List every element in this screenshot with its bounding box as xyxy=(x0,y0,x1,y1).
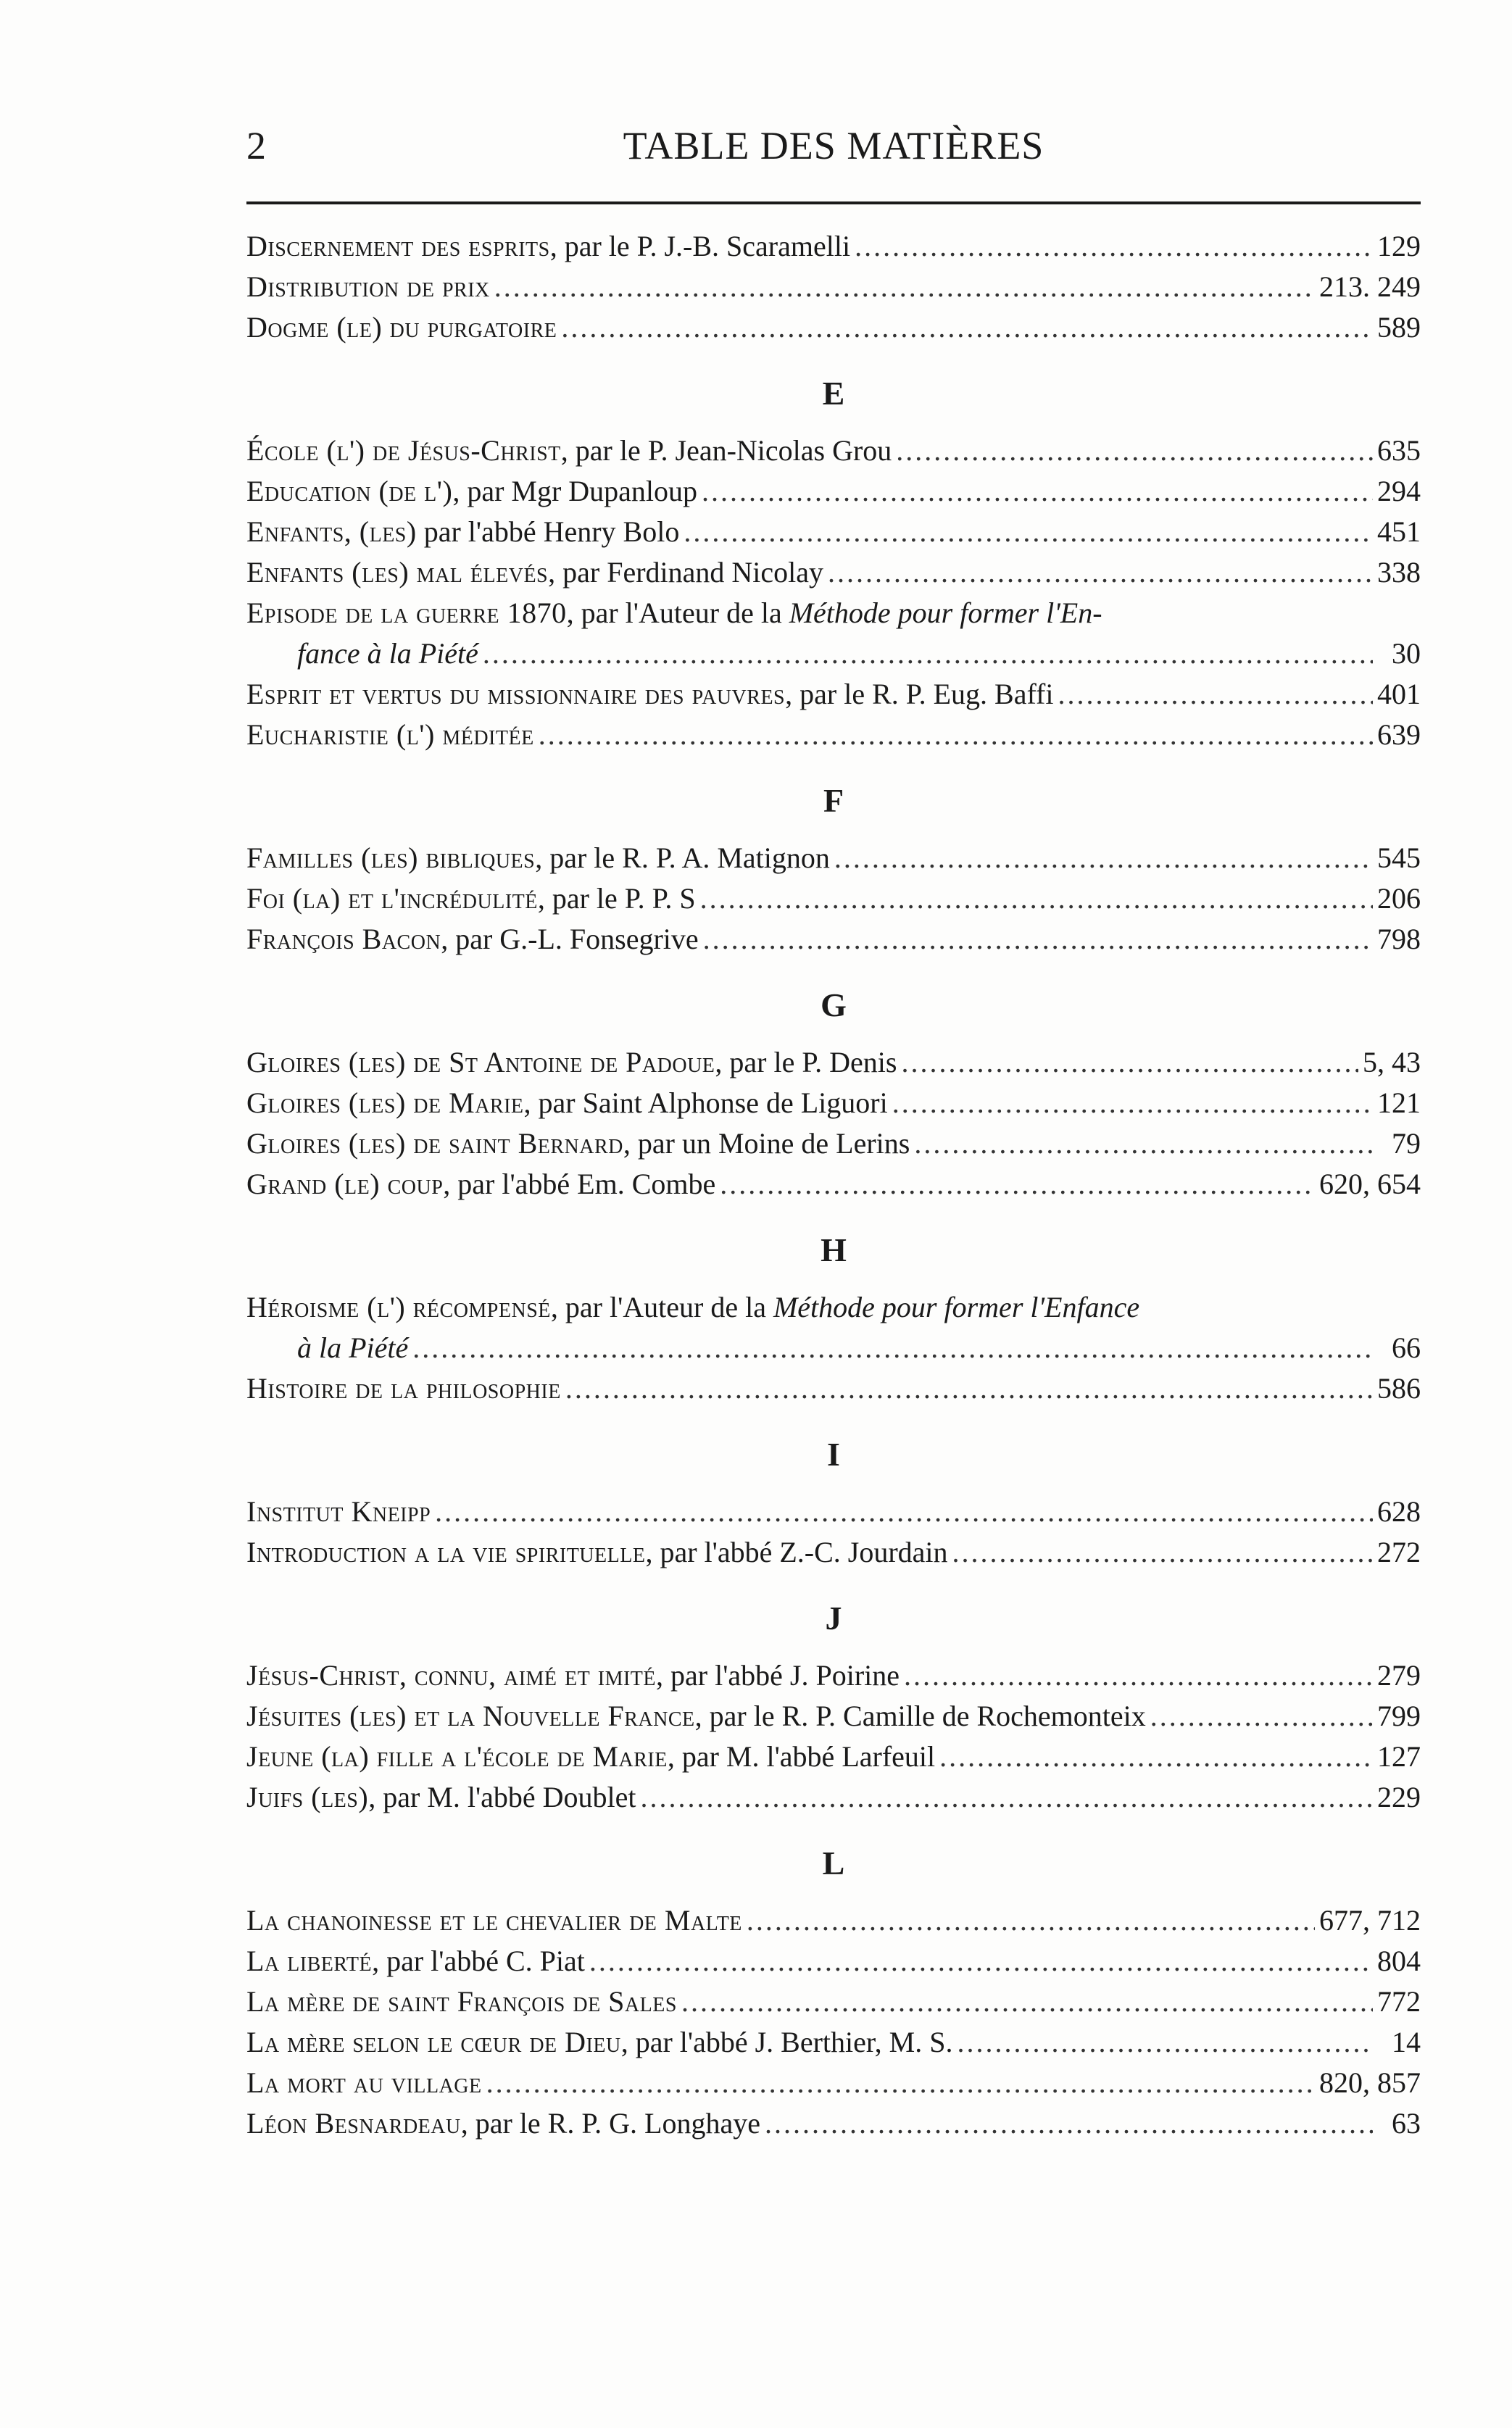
entry-author: , par le R. P. Eug. Baffi xyxy=(785,678,1054,710)
entry-pages: 451 xyxy=(1377,515,1421,548)
entry-pages: 129 xyxy=(1377,230,1421,262)
entry-pages: 66 xyxy=(1392,1331,1421,1364)
page xyxy=(246,123,1421,2144)
entry-author: , par M. l'abbé Doublet xyxy=(368,1781,636,1813)
leader-dots xyxy=(589,1941,1373,1982)
entry-title: Foi (la) et l'incrédulité xyxy=(246,882,538,915)
leader-dots xyxy=(681,1982,1373,2022)
entry-italic-continuation: fance à la Piété xyxy=(297,637,478,670)
entry-title: Episode de la guerre 1870 xyxy=(246,596,567,629)
entry-title: Introduction a la vie spirituelle xyxy=(246,1536,646,1568)
entry-pages: 121 xyxy=(1377,1086,1421,1119)
toc-entry-continuation xyxy=(246,633,1421,674)
entry-title: Familles (les) bibliques xyxy=(246,841,536,874)
toc-entry xyxy=(246,2022,1421,2063)
leader-dots xyxy=(892,1083,1373,1123)
leader-dots xyxy=(486,2063,1315,2103)
toc-section xyxy=(246,777,1421,960)
entry-title: Dogme (le) du purgatoire xyxy=(246,311,557,344)
toc-entry xyxy=(246,1287,1421,1328)
toc-entry xyxy=(246,1696,1421,1737)
leader-dots xyxy=(494,267,1315,307)
entry-author: , par l'abbé Z.-C. Jourdain xyxy=(645,1536,948,1568)
entry-italic-title: Méthode pour former l'En- xyxy=(789,596,1102,629)
entry-author: , par l'abbé J. Poirine xyxy=(656,1659,900,1692)
entry-title: Histoire de la philosophie xyxy=(246,1372,561,1405)
entry-pages: 628 xyxy=(1377,1495,1421,1528)
toc-entry xyxy=(246,512,1421,552)
leader-dots xyxy=(700,878,1373,919)
toc-entry xyxy=(246,2103,1421,2144)
entry-author: , par G.-L. Fonsegrive xyxy=(441,923,699,955)
leader-dots xyxy=(565,1368,1373,1409)
entry-title: Enfants (les) mal élevés xyxy=(246,556,549,589)
entry-pages: 229 xyxy=(1377,1781,1421,1813)
toc-entry xyxy=(246,878,1421,919)
toc-entry xyxy=(246,1042,1421,1083)
entry-title: La mort au village xyxy=(246,2066,482,2099)
entry-title: François Bacon xyxy=(246,923,441,955)
toc-entry xyxy=(246,593,1421,633)
leader-dots xyxy=(747,1900,1315,1941)
section-letter: E xyxy=(822,375,845,412)
entry-pages: 294 xyxy=(1377,475,1421,507)
entry-pages: 804 xyxy=(1377,1945,1421,1977)
leader-dots xyxy=(641,1777,1373,1818)
entry-title: Discernement des esprits xyxy=(246,230,550,262)
entry-pages: 799 xyxy=(1377,1700,1421,1732)
entry-author: , par M. l'abbé Larfeuil xyxy=(667,1740,936,1773)
entry-pages: 820, 857 xyxy=(1319,2066,1421,2099)
entry-pages: 772 xyxy=(1377,1985,1421,2018)
toc-entry xyxy=(246,2063,1421,2103)
leader-dots xyxy=(684,512,1373,552)
toc-entry xyxy=(246,552,1421,593)
toc-entry xyxy=(246,1492,1421,1532)
entry-pages: 338 xyxy=(1377,556,1421,589)
leader-dots xyxy=(957,2022,1373,2063)
toc-entry xyxy=(246,1941,1421,1982)
entry-pages: 620, 654 xyxy=(1319,1168,1421,1200)
entry-pages: 79 xyxy=(1392,1127,1421,1160)
entry-author: , par Mgr Dupanloup xyxy=(452,475,698,507)
entry-author: , par le R. P. Camille de Rochemonteix xyxy=(694,1700,1146,1732)
entry-pages: 30 xyxy=(1392,637,1421,670)
toc-entry xyxy=(246,1083,1421,1123)
entry-title: Grand (le) coup xyxy=(246,1168,444,1200)
toc-entry xyxy=(246,1164,1421,1205)
entry-pages: 5, 43 xyxy=(1363,1046,1421,1078)
entry-author: , par l'abbé Em. Combe xyxy=(443,1168,716,1200)
entry-title: Juifs (les) xyxy=(246,1781,369,1813)
section-letter: G xyxy=(821,986,847,1023)
toc-entry xyxy=(246,1532,1421,1573)
entry-title: Jeune (la) fille a l'école de Marie xyxy=(246,1740,668,1773)
toc-entry xyxy=(246,267,1421,307)
entry-pages: 798 xyxy=(1377,923,1421,955)
leader-dots xyxy=(702,471,1373,512)
entry-italic-continuation: à la Piété xyxy=(297,1331,409,1364)
entry-title: Jésus-Christ, connu, aimé et imité xyxy=(246,1659,656,1692)
section-letter: F xyxy=(823,782,844,819)
entry-title: Eucharistie (l') méditée xyxy=(246,718,534,751)
entry-pages: 63 xyxy=(1392,2107,1421,2140)
leader-dots xyxy=(939,1737,1373,1777)
entry-author: , par l'abbé C. Piat xyxy=(372,1945,585,1977)
entry-author: , par l'Auteur de la xyxy=(550,1291,773,1323)
toc-section xyxy=(246,981,1421,1205)
entry-italic-title: Méthode pour former l'Enfance xyxy=(773,1291,1140,1323)
entry-pages: 639 xyxy=(1377,718,1421,751)
leader-dots xyxy=(914,1123,1373,1164)
entry-pages: 127 xyxy=(1377,1740,1421,1773)
toc-entry xyxy=(246,1737,1421,1777)
header-rule xyxy=(246,201,1421,204)
leader-dots xyxy=(1150,1696,1373,1737)
entry-title: Education (de l') xyxy=(246,475,453,507)
leader-dots xyxy=(1058,674,1373,715)
entry-pages: 272 xyxy=(1377,1536,1421,1568)
leader-dots xyxy=(435,1492,1373,1532)
toc-entry xyxy=(246,1777,1421,1818)
entry-pages: 545 xyxy=(1377,841,1421,874)
toc-section xyxy=(246,370,1421,755)
toc-entry-continuation xyxy=(246,1328,1421,1368)
entry-title: Gloires (les) de saint Bernard xyxy=(246,1127,623,1160)
entry-author: , par le P. P. S xyxy=(537,882,696,915)
entry-author: par l'abbé Henry Bolo xyxy=(416,515,680,548)
entry-title: La chanoinesse et le chevalier de Malte xyxy=(246,1904,742,1937)
entry-author: , par Ferdinand Nicolay xyxy=(548,556,824,589)
entry-author: , par l'Auteur de la xyxy=(566,596,789,629)
toc-entry xyxy=(246,1655,1421,1696)
toc-entry xyxy=(246,1982,1421,2022)
toc-entry xyxy=(246,1123,1421,1164)
toc-entry xyxy=(246,1368,1421,1409)
entry-title: La mère selon le cœur de Dieu xyxy=(246,2026,621,2058)
entry-title: La liberté xyxy=(246,1945,373,1977)
page-title: TABLE DES MATIÈRES xyxy=(623,124,1044,167)
leader-dots xyxy=(483,633,1373,674)
toc-section xyxy=(246,1226,1421,1409)
entry-pages: 677, 712 xyxy=(1319,1904,1421,1937)
table-of-contents xyxy=(246,226,1421,2144)
entry-title: Gloires (les) de Marie xyxy=(246,1086,524,1119)
entry-title: Jésuites (les) et la Nouvelle France xyxy=(246,1700,695,1732)
entry-pages: 635 xyxy=(1377,434,1421,467)
toc-entry xyxy=(246,715,1421,755)
toc-section xyxy=(246,1431,1421,1573)
entry-pages: 589 xyxy=(1377,311,1421,344)
leader-dots xyxy=(896,431,1373,471)
entry-author: , par Saint Alphonse de Liguori xyxy=(523,1086,888,1119)
section-letter: L xyxy=(822,1845,845,1882)
entry-title: École (l') de Jésus-Christ xyxy=(246,434,561,467)
toc-section xyxy=(246,1839,1421,2144)
leader-dots xyxy=(412,1328,1373,1368)
toc-section xyxy=(246,226,1421,348)
leader-dots xyxy=(834,838,1373,878)
entry-pages: 14 xyxy=(1392,2026,1421,2058)
leader-dots xyxy=(539,715,1373,755)
entry-author: , par un Moine de Lerins xyxy=(623,1127,910,1160)
toc-entry xyxy=(246,307,1421,348)
toc-entry xyxy=(246,838,1421,878)
leader-dots xyxy=(952,1532,1373,1573)
page-header xyxy=(246,123,1421,181)
toc-entry xyxy=(246,226,1421,267)
entry-title: Héroisme (l') récompensé xyxy=(246,1291,551,1323)
section-letter: J xyxy=(825,1600,842,1637)
entry-title: Distribution de prix xyxy=(246,270,490,303)
toc-entry xyxy=(246,431,1421,471)
section-letter: I xyxy=(827,1436,840,1473)
entry-pages: 586 xyxy=(1377,1372,1421,1405)
toc-section xyxy=(246,1595,1421,1818)
entry-author: , par le R. P. G. Longhaye xyxy=(460,2107,760,2140)
entry-title: Gloires (les) de St Antoine de Padoue xyxy=(246,1046,715,1078)
entry-title: Esprit et vertus du missionnaire des pauvres xyxy=(246,678,786,710)
entry-title: Institut Kneipp xyxy=(246,1495,431,1528)
entry-author: , par l'abbé J. Berthier, M. S. xyxy=(620,2026,953,2058)
toc-entry xyxy=(246,919,1421,960)
entry-author: , par le P. Jean-Nicolas Grou xyxy=(560,434,892,467)
entry-author: , par le P. J.-B. Scaramelli xyxy=(549,230,851,262)
entry-author: , par le R. P. A. Matignon xyxy=(535,841,830,874)
leader-dots xyxy=(901,1042,1358,1083)
leader-dots xyxy=(828,552,1373,593)
leader-dots xyxy=(720,1164,1315,1205)
entry-pages: 213. 249 xyxy=(1319,270,1421,303)
entry-title: Léon Besnardeau xyxy=(246,2107,461,2140)
leader-dots xyxy=(765,2103,1373,2144)
entry-pages: 206 xyxy=(1377,882,1421,915)
entry-pages: 401 xyxy=(1377,678,1421,710)
toc-entry xyxy=(246,674,1421,715)
entry-pages: 279 xyxy=(1377,1659,1421,1692)
entry-title: La mère de saint François de Sales xyxy=(246,1985,677,2018)
section-letter: H xyxy=(821,1231,847,1268)
entry-title: Enfants, (les) xyxy=(246,515,417,548)
entry-author: , par le P. Denis xyxy=(715,1046,897,1078)
leader-dots xyxy=(703,919,1373,960)
toc-entry xyxy=(246,1900,1421,1941)
leader-dots xyxy=(855,226,1373,267)
toc-entry xyxy=(246,471,1421,512)
leader-dots xyxy=(904,1655,1373,1696)
leader-dots xyxy=(561,307,1373,348)
page-number: 2 xyxy=(246,124,266,167)
